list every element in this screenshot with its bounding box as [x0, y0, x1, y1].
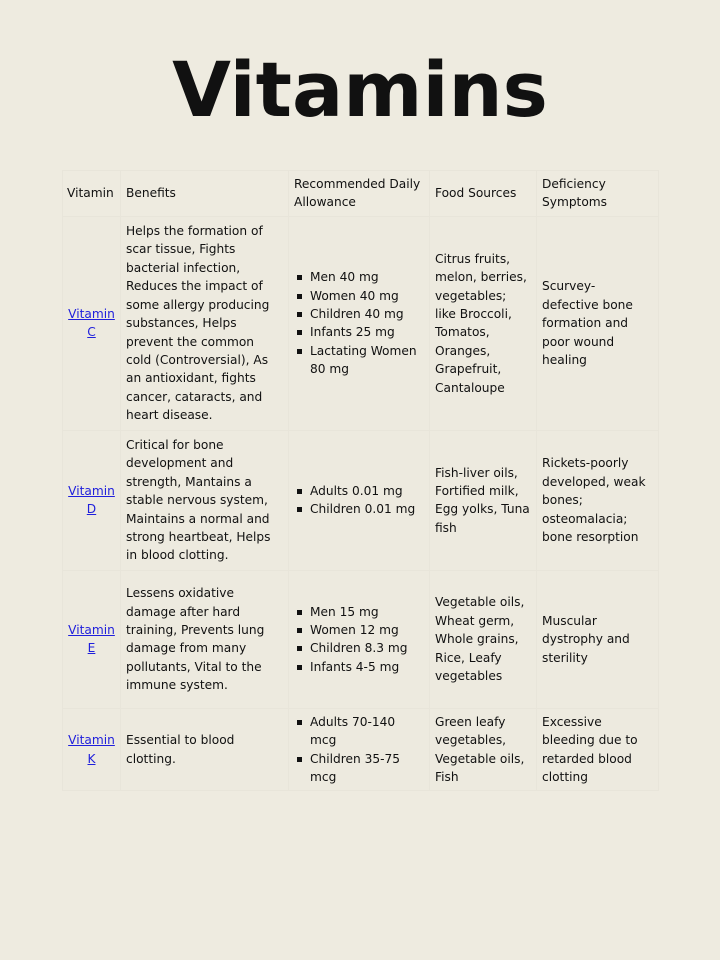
rda-item: Children 8.3 mg [310, 639, 424, 657]
food-sources-cell: Vegetable oils, Wheat germ, Whole grains, Rice, Leafy vegetables [430, 570, 537, 708]
vitamins-table [62, 170, 659, 791]
rda-item: Men 40 mg [310, 268, 424, 286]
rda-item: Men 15 mg [310, 603, 424, 621]
rda-item: Women 40 mg [310, 287, 424, 305]
rda-cell [289, 708, 430, 791]
table-row [63, 708, 659, 791]
rda-item: Women 12 mg [310, 621, 424, 639]
table-row [63, 216, 659, 430]
benefits-cell: Helps the formation of scar tissue, Fights bacterial infection, Reduces the impact of some allergy producing substances, Helps prevent the common cold (Controversial), As an antioxidant, fights cancer, cataracts, and heart disease. [121, 216, 289, 430]
vitamin-name-cell [63, 708, 121, 791]
food-sources-cell: Fish-liver oils, Fortified milk, Egg yolks, Tuna fish [430, 430, 537, 570]
page-title: Vitamins [172, 45, 548, 134]
header-deficiency-symptoms: Deficiency Symptoms [537, 171, 659, 217]
rda-item: Children 0.01 mg [310, 500, 424, 518]
rda-cell [289, 216, 430, 430]
deficiency-cell: Scurvey- defective bone formation and poor wound healing [537, 216, 659, 430]
rda-item: Adults 0.01 mg [310, 482, 424, 500]
rda-item: Lactating Women 80 mg [310, 342, 424, 379]
rda-cell [289, 570, 430, 708]
table-row [63, 430, 659, 570]
vitamin-k-link[interactable]: Vitamin K [68, 733, 115, 766]
rda-item: Children 40 mg [310, 305, 424, 323]
header-vitamin: Vitamin [63, 171, 121, 217]
table-header-row [63, 171, 659, 217]
deficiency-cell: Rickets-poorly developed, weak bones; osteomalacia; bone resorption [537, 430, 659, 570]
benefits-cell: Essential to blood clotting. [121, 708, 289, 791]
rda-item: Infants 4-5 mg [310, 658, 424, 676]
header-benefits: Benefits [121, 171, 289, 217]
benefits-cell: Critical for bone development and strength, Mantains a stable nervous system, Maintains a normal and strong heartbeat, Helps in blood clotting. [121, 430, 289, 570]
vitamin-c-link[interactable]: Vitamin C [68, 306, 115, 340]
rda-item: Children 35-75 mcg [310, 750, 424, 787]
deficiency-cell: Muscular dystrophy and sterility [537, 570, 659, 708]
rda-list [294, 268, 424, 378]
food-sources-cell: Green leafy vegetables, Vegetable oils, Fish [430, 708, 537, 791]
table-row [63, 570, 659, 708]
vitamin-name-cell [63, 216, 121, 430]
vitamin-name-cell [63, 430, 121, 570]
rda-cell [289, 430, 430, 570]
vitamin-name-cell [63, 570, 121, 708]
rda-item: Infants 25 mg [310, 323, 424, 341]
rda-item: Adults 70-140 mcg [310, 713, 424, 750]
deficiency-cell: Excessive bleeding due to retarded blood clotting [537, 708, 659, 791]
benefits-cell: Lessens oxidative damage after hard training, Prevents lung damage from many pollutants, Vital to the immune system. [121, 570, 289, 708]
rda-list [294, 713, 424, 787]
vitamin-e-link[interactable]: Vitamin E [68, 622, 115, 656]
vitamin-d-link[interactable]: Vitamin D [68, 483, 115, 517]
rda-list [294, 482, 424, 519]
header-rda: Recommended Daily Allowance [289, 171, 430, 217]
food-sources-cell: Citrus fruits, melon, berries, vegetables; like Broccoli, Tomatos, Oranges, Grapefruit, Cantaloupe [430, 216, 537, 430]
header-food-sources: Food Sources [430, 171, 537, 217]
rda-list [294, 603, 424, 677]
